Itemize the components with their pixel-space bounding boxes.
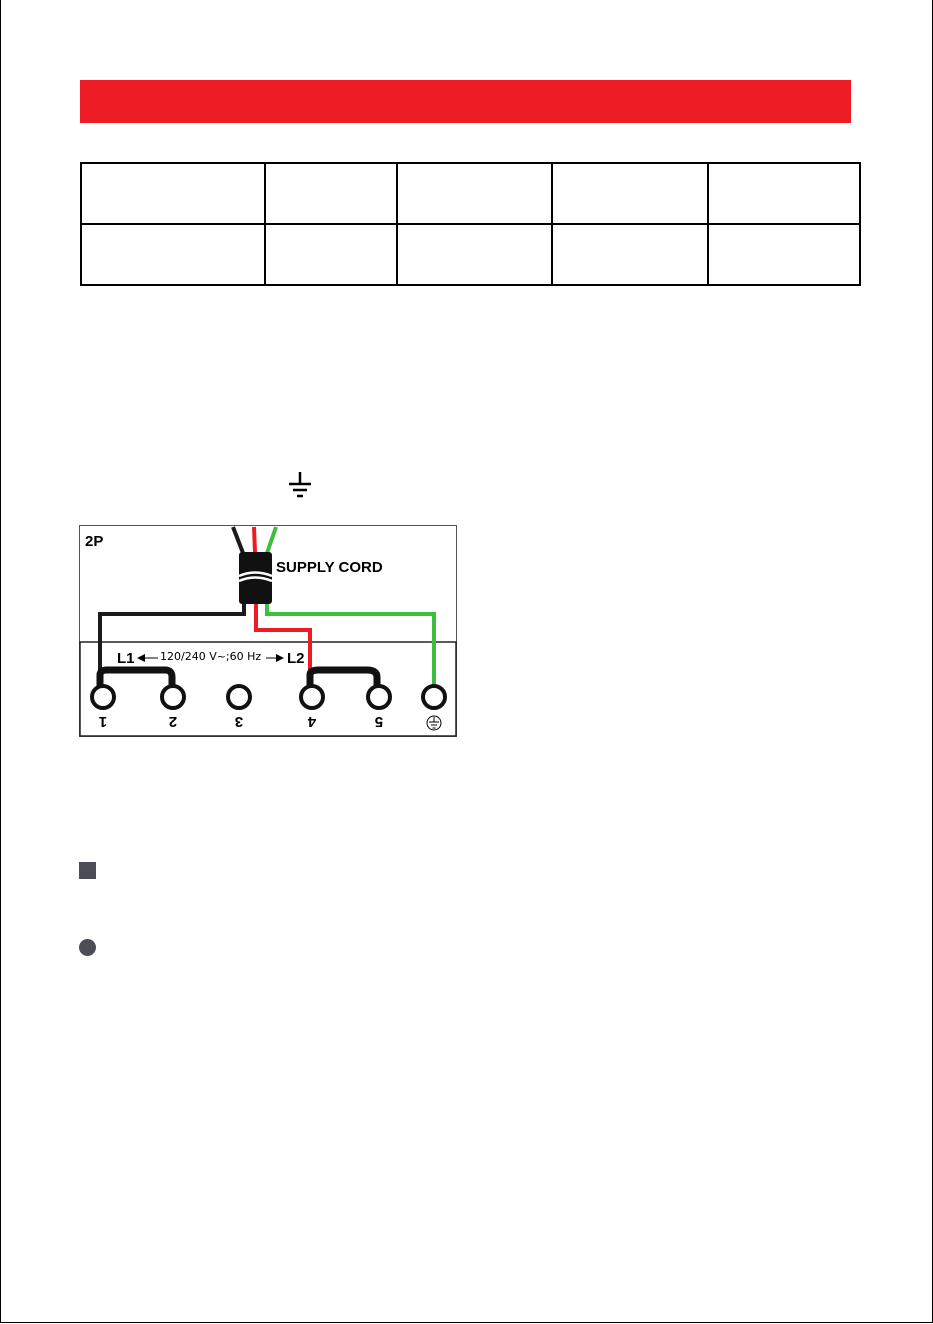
supply-cord-label: SUPPLY CORD [276, 559, 383, 576]
terminal-label-5: 5 [374, 713, 384, 730]
terminal-label-2: 2 [168, 713, 178, 730]
phase-label: 2P [85, 533, 104, 550]
terminal-label-1: 1 [98, 713, 108, 730]
terminal-label-4: 4 [307, 713, 317, 730]
terminal-2 [162, 686, 184, 708]
l1-label: L1 [117, 650, 135, 667]
square-bullet-icon [79, 862, 96, 879]
terminal-label-3: 3 [234, 713, 244, 730]
table-cell [552, 224, 708, 285]
table-cell [81, 163, 265, 224]
circle-bullet-icon [79, 939, 96, 956]
table-cell [397, 224, 552, 285]
terminal-3 [228, 686, 250, 708]
table-row [81, 163, 860, 224]
specification-table [80, 162, 861, 286]
terminal-4 [301, 686, 323, 708]
table-cell [708, 163, 860, 224]
terminal-ground [423, 686, 445, 708]
table-cell [397, 163, 552, 224]
l2-label: L2 [287, 650, 305, 667]
table-cell [708, 224, 860, 285]
terminal-1 [92, 686, 114, 708]
ground-icon [288, 470, 312, 500]
table-row [81, 224, 860, 285]
wiring-diagram [79, 525, 457, 737]
table-cell [552, 163, 708, 224]
section-header-bar [80, 80, 851, 123]
table-cell [81, 224, 265, 285]
voltage-label: 120/240 V~;60 Hz [160, 650, 262, 663]
table-cell [265, 163, 397, 224]
table-cell [265, 224, 397, 285]
terminal-5 [368, 686, 390, 708]
